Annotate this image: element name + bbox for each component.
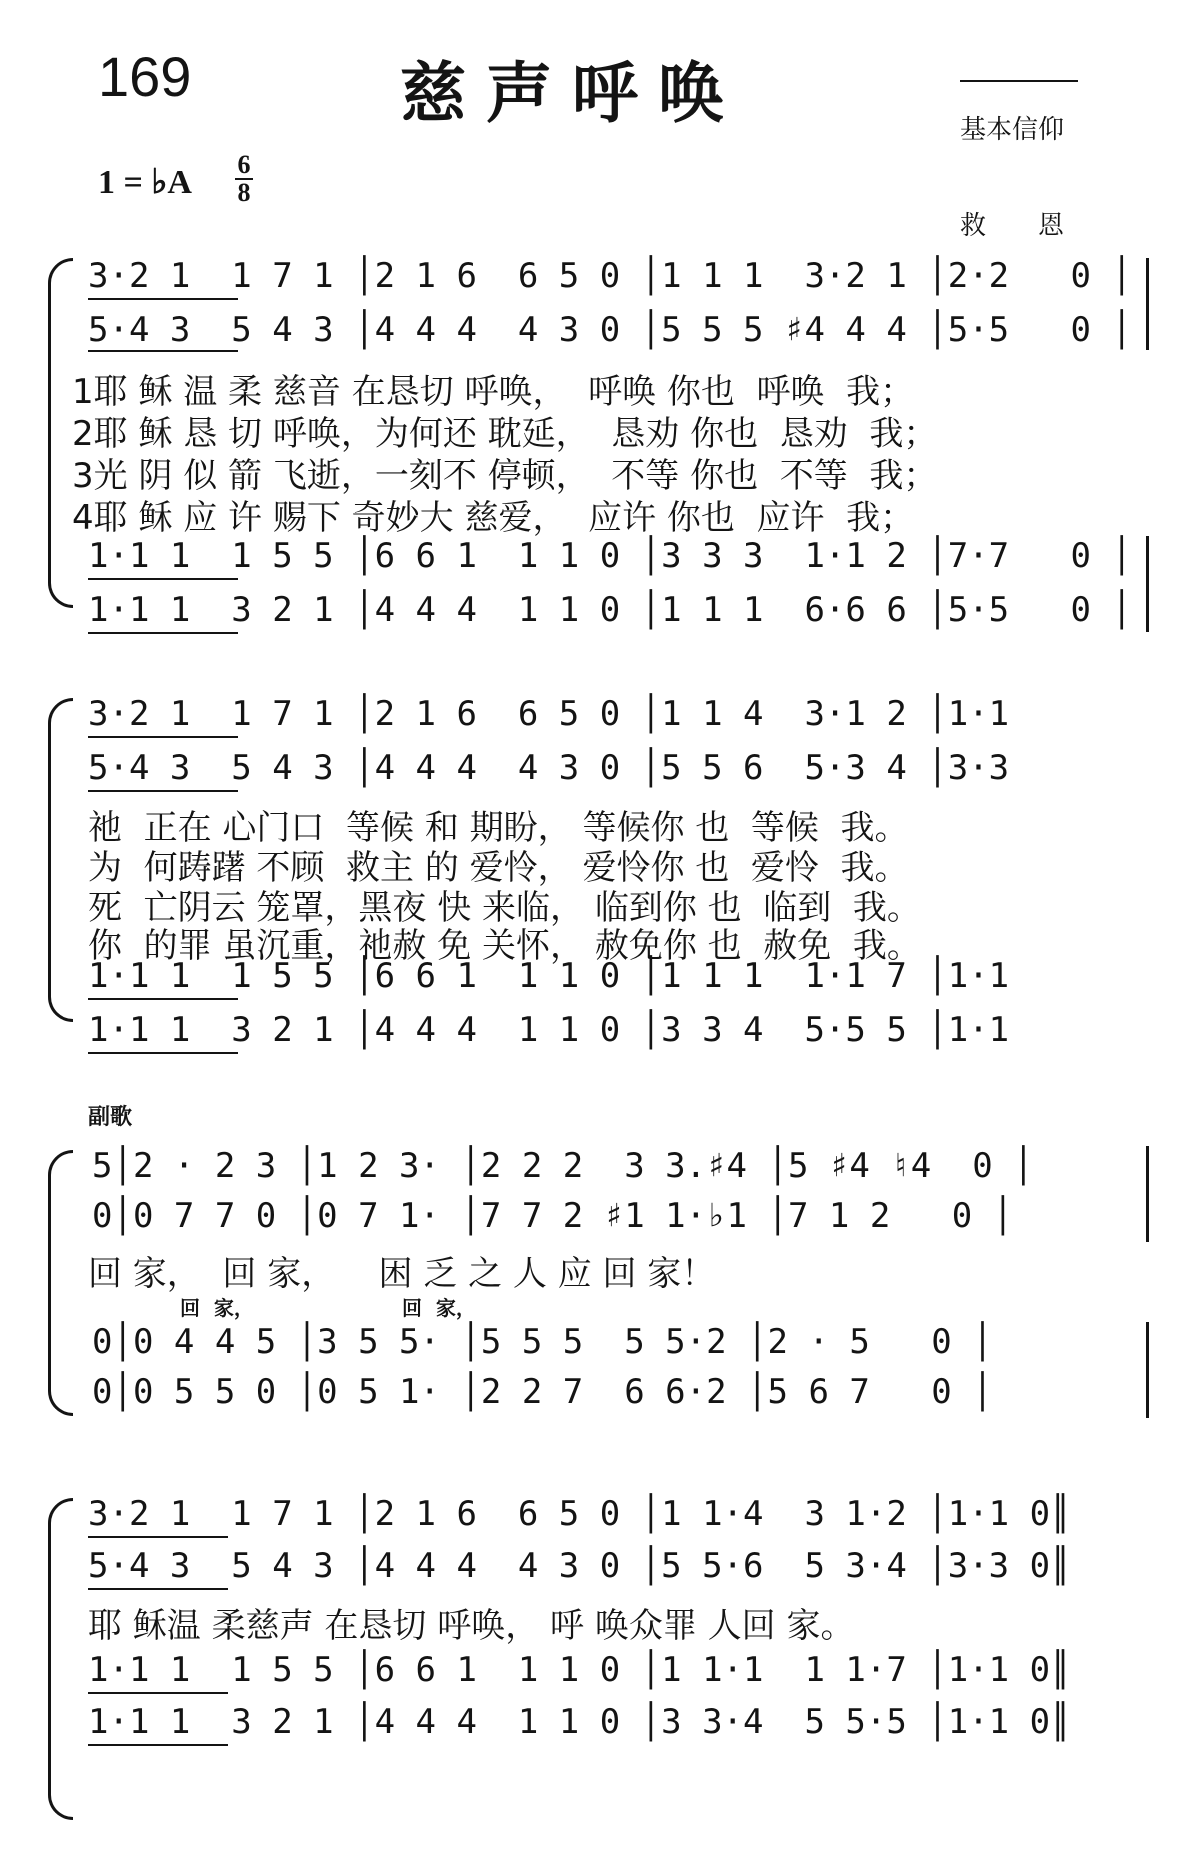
beam-line	[88, 998, 238, 1000]
beam-line	[88, 1052, 238, 1054]
system-1-tenor: 1·1 1 1 5 5 │6 6 1 1 1 0 │3 3 3 1·1 2 │7·7 0 │	[88, 536, 1132, 576]
hymn-number: 169	[98, 45, 192, 108]
system-2-soprano: 3·2 1 1 7 1 │2 1 6 6 5 0 │1 1 4 3·1 2 │1·1	[88, 694, 1010, 734]
category-line-2: 救 恩	[960, 211, 1065, 241]
beam-line	[88, 1588, 228, 1590]
system-3-tenor: 0│0 4 4 5 │3 5 5· │5 5 5 5 5·2 │2 · 5 0 │	[92, 1322, 993, 1362]
system-2-tenor: 1·1 1 1 5 5 │6 6 1 1 1 0 │1 1 1 1·1 7 │1·1	[88, 956, 1010, 996]
system-3-echo-lyric-1: 回 家，	[180, 1296, 254, 1320]
refrain-label: 副歌	[88, 1105, 133, 1130]
system-1-alto: 5·4 3 5 4 3 │4 4 4 4 3 0 │5 5 5 ♯4 4 4 │5·5 0 │	[88, 310, 1132, 350]
system-end-bar	[1146, 258, 1149, 350]
time-signature-bottom: 8	[237, 178, 251, 207]
system-3-bass: 0│0 5 5 0 │0 5 1· │2 2 7 6 6·2 │5 6 7 0 │	[92, 1372, 993, 1412]
hymn-title: 慈声呼唤	[400, 55, 744, 132]
system-2-alto: 5·4 3 5 4 3 │4 4 4 4 3 0 │5 5 6 5·3 4 │3·3	[88, 748, 1010, 788]
beam-line	[88, 632, 238, 634]
category-underline	[960, 80, 1078, 82]
system-2-verse-2: 为 何踌躇 不顾 救主 的 爱怜， 爱怜你 也 爱怜 我。	[88, 848, 909, 888]
system-2-verse-3: 死 亡阴云 笼罩，黑夜 快 来临， 临到你 也 临到 我。	[88, 888, 921, 928]
system-3-echo-lyric-2: 回 家，	[402, 1296, 476, 1320]
system-4-soprano: 3·2 1 1 7 1 │2 1 6 6 5 0 │1 1·4 3 1·2 │1·1 0║	[88, 1494, 1071, 1534]
system-2-verse-4: 你 的罪 虽沉重，祂赦 免 关怀， 赦免你 也 赦免 我。	[88, 926, 921, 966]
system-end-bar	[1146, 536, 1149, 632]
system-4-tenor: 1·1 1 1 5 5 │6 6 1 1 1 0 │1 1·1 1 1·7 │1·1 0║	[88, 1650, 1071, 1690]
system-4-alto: 5·4 3 5 4 3 │4 4 4 4 3 0 │5 5·6 5 3·4 │3·3 0║	[88, 1546, 1071, 1586]
key-signature: 1 = ♭A	[98, 164, 192, 201]
beam-line	[88, 298, 238, 300]
system-1-verse-3: 3光 阴 似 箭 飞逝，一刻不 停顿， 不等 你也 不等 我；	[72, 456, 938, 496]
system-4-bass: 1·1 1 3 2 1 │4 4 4 1 1 0 │3 3·4 5 5·5 │1·1 0║	[88, 1702, 1071, 1742]
system-4-lyric: 耶 稣温 柔慈声 在恳切 呼唤， 呼 唤众罪 人回 家。	[88, 1606, 855, 1646]
system-3-lyric: 回 家， 回 家， 困 乏 之 人 应 回 家！	[88, 1254, 716, 1294]
system-3-alto: 0│0 7 7 0 │0 7 1· │7 7 2 ♯1 1·♭1 │7 1 2 0 │	[92, 1196, 1014, 1236]
system-1-verse-4: 4耶 稣 应 许 赐下 奇妙大 慈爱， 应许 你也 应许 我；	[72, 498, 915, 538]
system-1-bass: 1·1 1 3 2 1 │4 4 4 1 1 0 │1 1 1 6·6 6 │5·5 0 │	[88, 590, 1132, 630]
beam-line	[88, 1536, 228, 1538]
system-1-verse-2: 2耶 稣 恳 切 呼唤，为何还 耽延， 恳劝 你也 恳劝 我；	[72, 414, 938, 454]
system-3-brace	[48, 1150, 73, 1416]
system-3-soprano: 5│2 · 2 3 │1 2 3· │2 2 2 3 3.♯4 │5 ♯4 ♮4 0 │	[92, 1146, 1034, 1186]
system-1-verse-1: 1耶 稣 温 柔 慈音 在恳切 呼唤， 呼唤 你也 呼唤 我；	[72, 372, 915, 412]
beam-line	[88, 736, 238, 738]
system-1-brace	[48, 258, 73, 608]
time-signature	[233, 152, 255, 206]
hymn-category	[960, 50, 1064, 274]
system-2-brace	[48, 698, 73, 1022]
system-end-bar	[1146, 1146, 1149, 1242]
time-signature-top: 6	[237, 150, 251, 179]
beam-line	[88, 1692, 228, 1694]
beam-line	[88, 790, 238, 792]
system-2-verse-1: 祂 正在 心门口 等候 和 期盼， 等候你 也 等候 我。	[88, 808, 909, 848]
beam-line	[88, 1744, 228, 1746]
system-4-brace	[48, 1498, 73, 1820]
system-end-bar	[1146, 1322, 1149, 1418]
beam-line	[88, 578, 238, 580]
system-1-soprano: 3·2 1 1 7 1 │2 1 6 6 5 0 │1 1 1 3·2 1 │2·2 0 │	[88, 256, 1132, 296]
system-2-bass: 1·1 1 3 2 1 │4 4 4 1 1 0 │3 3 4 5·5 5 │1·1	[88, 1010, 1010, 1050]
category-line-1: 基本信仰	[960, 115, 1065, 145]
beam-line	[88, 350, 238, 352]
